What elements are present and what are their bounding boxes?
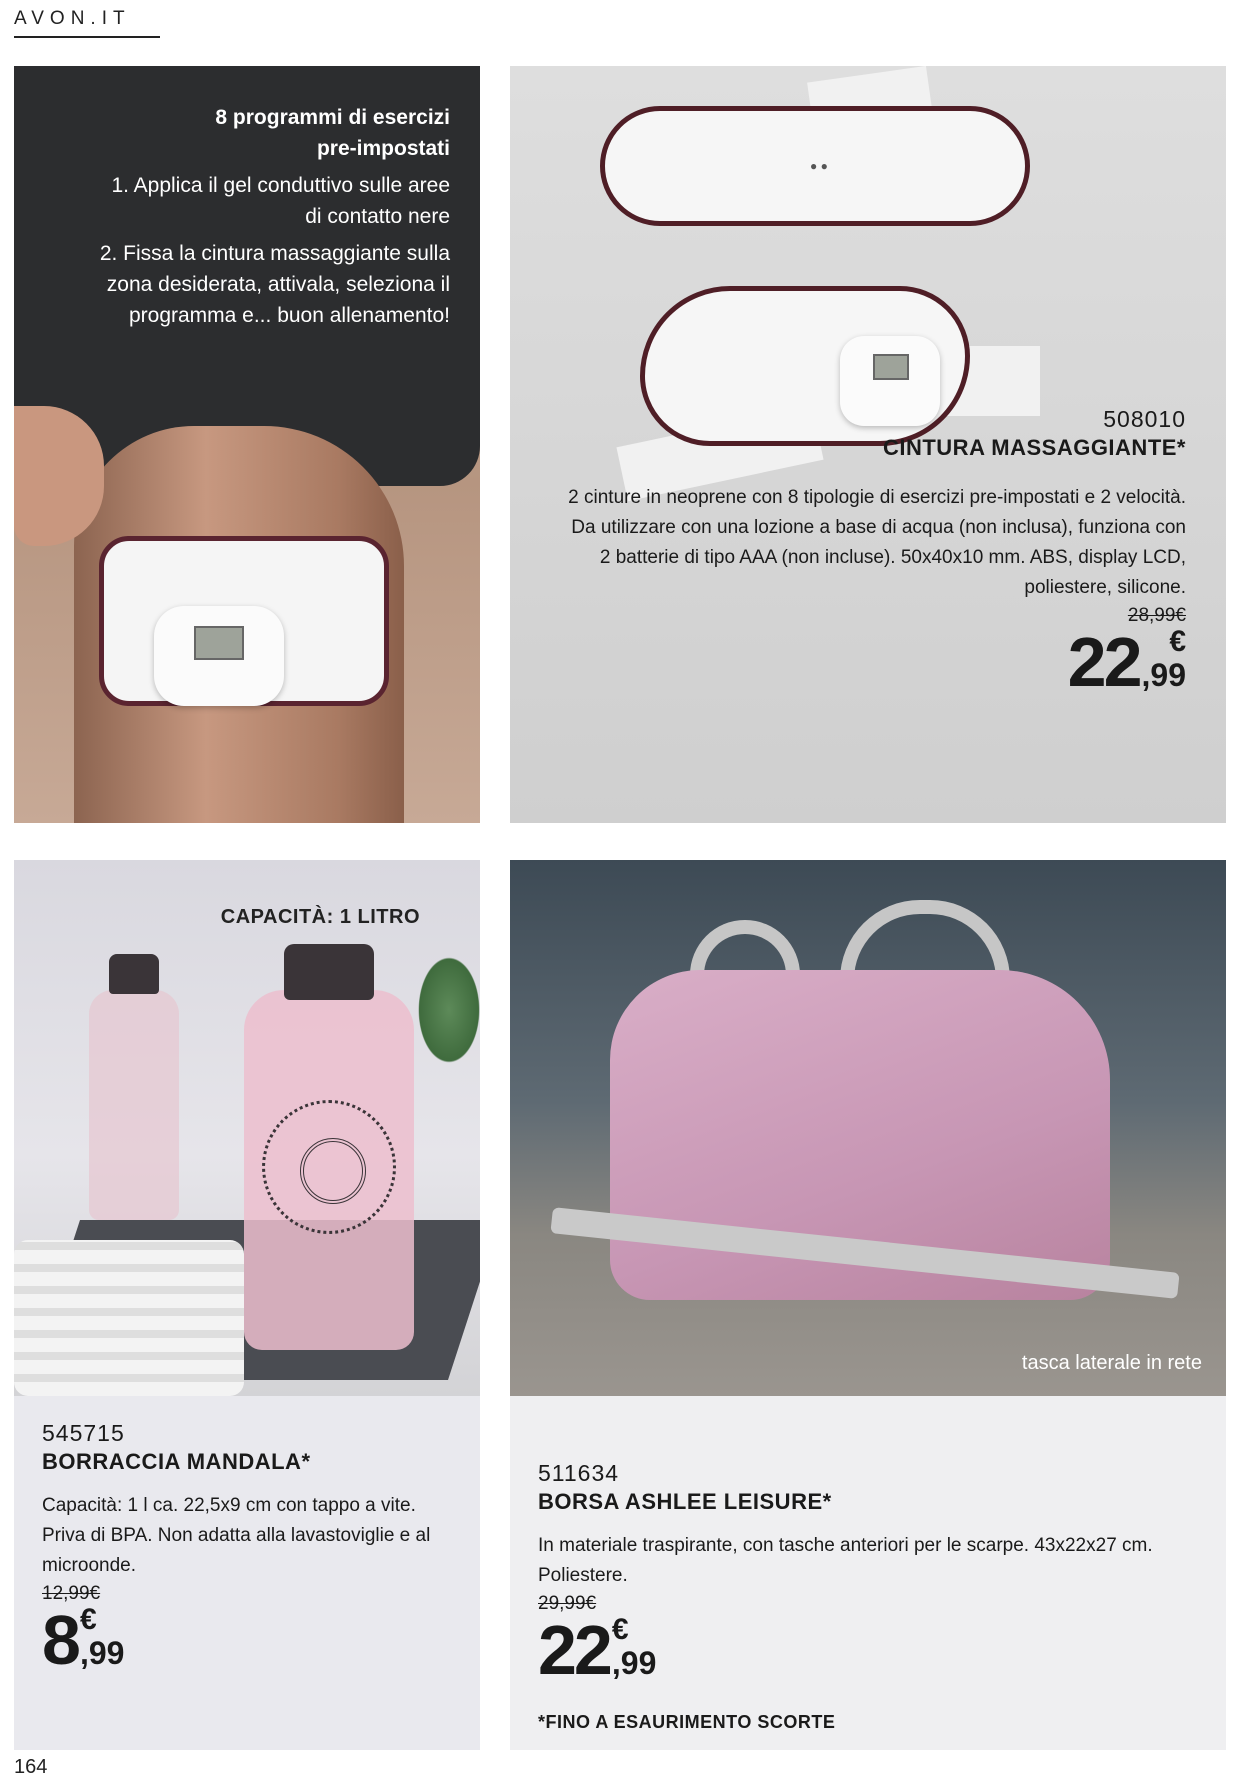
plant-image bbox=[414, 950, 480, 1070]
lcd-display-icon bbox=[873, 354, 909, 380]
price-integer: 22 bbox=[1067, 623, 1140, 701]
instruction-step-2: 2. Fissa la cintura massaggiante sulla zona desiderata, attivala, seleziona il programma e... buon allenamento! bbox=[99, 242, 450, 327]
price-integer: 22 bbox=[538, 1611, 610, 1689]
old-price: 29,99€ bbox=[538, 1593, 597, 1614]
price-decimals: ,99 bbox=[79, 1635, 125, 1671]
price bbox=[538, 1611, 657, 1689]
product-description: In materiale traspirante, con tasche anteriori per le scarpe. 43x22x27 cm. Poliestere. bbox=[538, 1535, 1153, 1586]
capacity-label: CAPACITÀ: 1 LITRO bbox=[220, 906, 420, 928]
price-decimals: ,99 bbox=[611, 1645, 657, 1681]
bottle-main-image bbox=[244, 990, 414, 1350]
massage-belt-info bbox=[566, 406, 1186, 701]
photo-caption: tasca laterale in rete bbox=[1021, 1352, 1202, 1374]
bottle-info bbox=[42, 1420, 462, 1679]
electrode-dots-icon: ● ● bbox=[810, 159, 828, 173]
mandala-icon bbox=[262, 1100, 396, 1234]
usage-instructions bbox=[90, 102, 450, 337]
product-code: 508010 bbox=[1103, 406, 1186, 432]
bottle-cap-icon bbox=[109, 954, 159, 994]
product-code: 545715 bbox=[42, 1420, 125, 1446]
bottle-photo bbox=[14, 860, 480, 1396]
brand-logo: AVON.IT bbox=[14, 8, 131, 29]
belt-control-unit-image bbox=[154, 606, 284, 706]
product-description: Capacità: 1 l ca. 22,5x9 cm con tappo a vite. Priva di BPA. Non adatta alla lavastoviglie e al microonde. bbox=[42, 1495, 431, 1576]
product-code: 511634 bbox=[538, 1460, 620, 1486]
price-integer: 8 bbox=[42, 1601, 78, 1679]
old-price: 28,99€ bbox=[1127, 605, 1186, 626]
bottle-small-image bbox=[89, 990, 179, 1220]
product-description: 2 cinture in neoprene con 8 tipologie di esercizi pre-impostati e 2 velocità. Da utilizzare con una lozione a base di acqua (non inclusa), funziona con 2 batterie di tipo AAA (non incluse). 50x40x10 mm. ABS, display LCD, poliestere, silicone. bbox=[568, 487, 1186, 598]
long-belt-image bbox=[600, 106, 1030, 226]
programs-headline-line1: 8 programmi di esercizi bbox=[215, 106, 450, 129]
price bbox=[42, 1601, 125, 1679]
price-currency: € bbox=[611, 1613, 629, 1646]
programs-headline-line2: pre-impostati bbox=[316, 137, 450, 160]
product-name: BORRACCIA MANDALA* bbox=[42, 1449, 311, 1474]
bag-product-panel bbox=[510, 860, 1226, 1750]
instruction-step-1: 1. Applica il gel conduttivo sulle aree di contatto nere bbox=[111, 174, 450, 228]
price-currency: € bbox=[1169, 625, 1186, 658]
product-name: BORSA ASHLEE LEISURE* bbox=[538, 1489, 832, 1514]
price-decimals: ,99 bbox=[1141, 657, 1186, 693]
product-name: CINTURA MASSAGGIANTE* bbox=[882, 435, 1186, 460]
bag-info bbox=[538, 1460, 1178, 1689]
towel-image bbox=[14, 1240, 244, 1396]
massage-belt-lifestyle-photo bbox=[14, 66, 480, 823]
bottle-product-panel bbox=[14, 860, 480, 1750]
price bbox=[1067, 623, 1186, 701]
bag-photo bbox=[510, 860, 1226, 1396]
availability-note: *FINO A ESAURIMENTO SCORTE bbox=[538, 1712, 836, 1732]
lcd-display-icon bbox=[194, 626, 244, 660]
page-number: 164 bbox=[14, 1756, 48, 1778]
brand-underline bbox=[14, 36, 160, 38]
price-currency: € bbox=[79, 1603, 97, 1636]
old-price: 12,99€ bbox=[42, 1583, 101, 1604]
programs-headline bbox=[90, 102, 450, 164]
bottle-cap-icon bbox=[284, 944, 374, 1000]
massage-belt-product-panel bbox=[510, 66, 1226, 823]
